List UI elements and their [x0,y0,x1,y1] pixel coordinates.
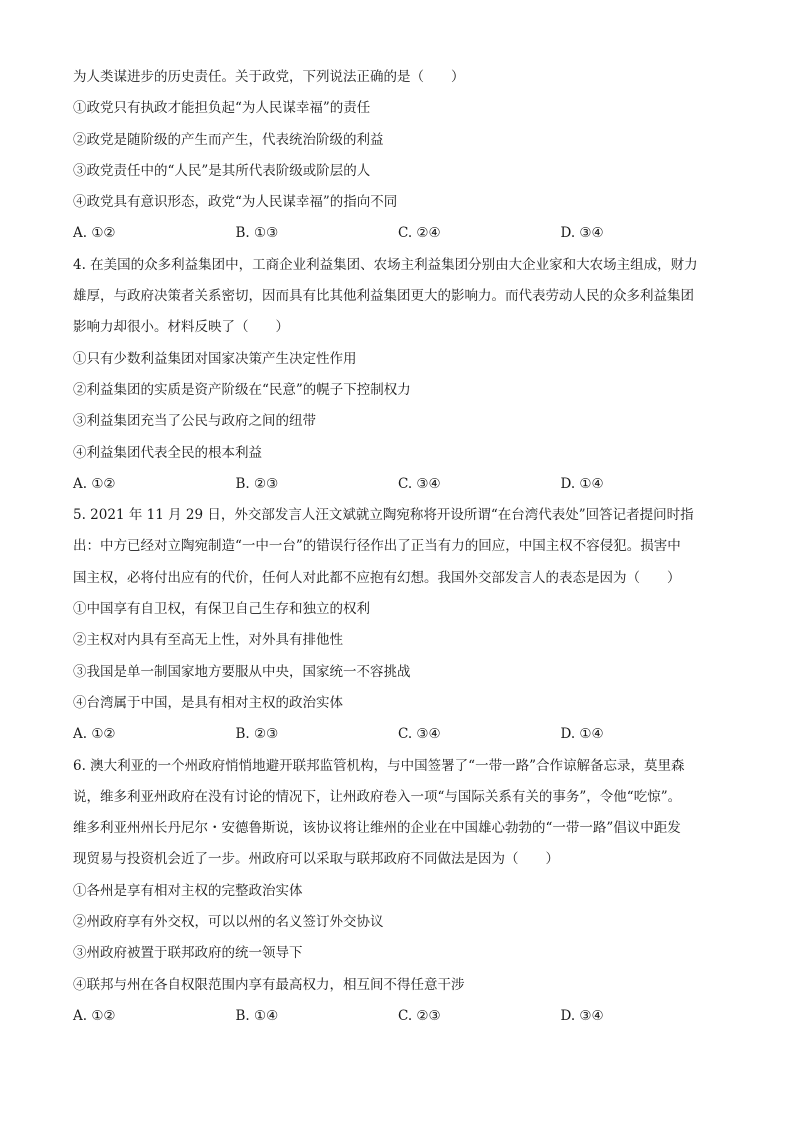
q3-options [73,218,723,249]
q5-stem-line: 国主权，必将付出应有的代价，任何人对此都不应抱有幻想。我国外交部发言人的表态是因为（ ） [73,569,681,586]
q5-stem-line: 5. 2021 年 11 月 29 日，外交部发言人汪文斌就立陶宛称将开设所谓“在台湾代表处”回答记者提问时指 [73,507,694,524]
q3-stem-tail: 为人类谋进步的历史责任。关于政党，下列说法正确的是（ ） [73,69,465,85]
q6-option-b: B. ①④ [235,1007,279,1024]
q5-option-c: C. ③④ [398,726,441,743]
q3-statement: ③政党责任中的“人民”是其所代表阶级或阶层的人 [73,162,371,179]
q3-option-a: A. ①② [73,225,116,242]
q3-statement: ①政党只有执政才能担负起“为人民谋幸福”的责任 [73,100,371,117]
q6-stem-line: 6. 澳大利亚的一个州政府悄悄地避开联邦监管机构，与中国签署了“一带一路”合作谅解备忘录，莫里森 [73,757,685,774]
q6-option-c: C. ②③ [398,1007,441,1024]
q5-statement: ①中国享有自卫权，有保卫自己生存和独立的权利 [73,601,370,618]
q6-stem-line: 维多利亚州州长丹尼尔・安德鲁斯说，该协议将让维州的企业在中国雄心勃勃的“一带一路”倡议中距发 [73,820,681,837]
q5-option-b: B. ②③ [235,726,279,743]
q4-statement: ④利益集团代表全民的根本利益 [73,444,262,461]
q3-option-c: C. ②④ [398,225,441,242]
q3-statement: ④政党具有意识形态，政党“为人民谋幸福”的指向不同 [73,194,398,211]
q4-statement: ②利益集团的实质是资产阶级在“民意”的幌子下控制权力 [73,381,411,398]
q4-option-c: C. ③④ [398,475,441,492]
q6-stem-line: 现贸易与投资机会近了一步。州政府可以采取与联邦政府不同做法是因为（ ） [73,851,559,868]
q5-option-a: A. ①② [73,726,116,743]
q6-option-d: D. ③④ [560,1007,604,1024]
q5-options [73,719,723,750]
q4-statement: ③利益集团充当了公民与政府之间的纽带 [73,413,316,430]
q4-options [73,469,723,500]
q6-options [73,1001,723,1032]
q4-option-b: B. ②③ [235,475,279,492]
q6-statement: ④联邦与州在各自权限范围内享有最高权力，相互间不得任意干涉 [73,976,465,993]
q6-statement: ①各州是享有相对主权的完整政治实体 [73,882,303,899]
q4-option-a: A. ①② [73,475,116,492]
q4-statement: ①只有少数利益集团对国家决策产生决定性作用 [73,350,357,367]
q4-stem-line: 影响力却很小。材料反映了（ ） [73,319,289,336]
q4-stem-line: 雄厚，与政府决策者关系密切，因而具有比其他利益集团更大的影响力。而代表劳动人民的众多利益集团 [73,288,694,305]
q3-option-d: D. ③④ [560,225,604,242]
q5-option-d: D. ①④ [560,726,604,743]
q5-statement: ④台湾属于中国，是具有相对主权的政治实体 [73,694,343,711]
q5-statement: ②主权对内具有至高无上性，对外具有排他性 [73,632,343,649]
q6-statement: ③州政府被置于联邦政府的统一领导下 [73,945,303,962]
q4-stem-line: 4. 在美国的众多利益集团中，工商企业利益集团、农场主利益集团分别由大企业家和大农场主组成，财力 [73,256,698,273]
question-content [73,62,723,1032]
q5-stem-line: 出：中方已经对立陶宛制造“一中一台”的错误行径作出了正当有力的回应，中国主权不容侵犯。损害中 [73,538,681,555]
q6-option-a: A. ①② [73,1007,116,1024]
q6-statement: ②州政府享有外交权，可以以州的名义签订外交协议 [73,914,384,931]
q3-option-b: B. ①③ [235,225,279,242]
q6-stem-line: 说，维多利亚州政府在没有讨论的情况下，让州政府卷入一项“与国际关系有关的事务”，令他“吃惊”。 [73,788,682,805]
q4-option-d: D. ①④ [560,475,604,492]
q3-statement: ②政党是随阶级的产生而产生，代表统治阶级的利益 [73,131,384,148]
q5-statement: ③我国是单一制国家地方要服从中央，国家统一不容挑战 [73,663,411,680]
